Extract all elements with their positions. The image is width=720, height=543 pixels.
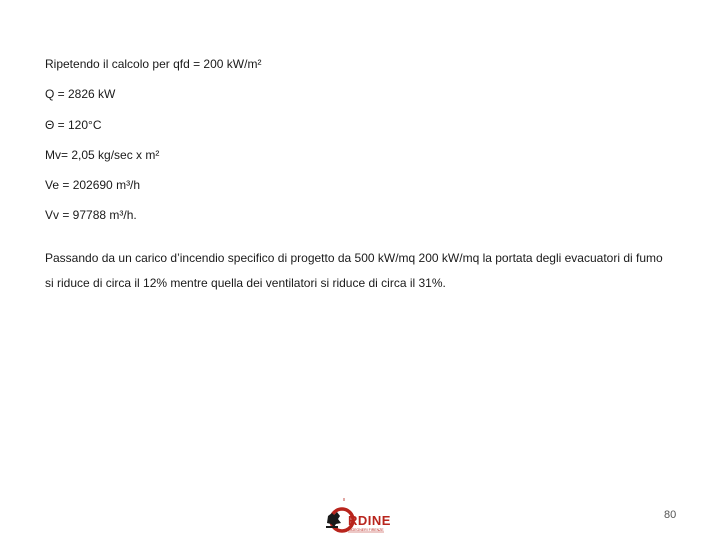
vv-value-line: Vv = 97788 m³/h. — [45, 208, 137, 222]
ve-value-line: Ve = 202690 m³/h — [45, 178, 141, 192]
page-number: 80 — [664, 509, 677, 521]
q-value-line: Q = 2826 kW — [45, 87, 116, 101]
conclusion-line-1: Passando da un carico d’incendio specifico di progetto da 500 kW/mq 200 kW/mq la portata degli evacuatori di fumo — [45, 251, 663, 265]
logo-subtitle: INGEGNERI FIRENZE — [348, 528, 384, 532]
ordine-logo — [322, 496, 391, 538]
mv-value-line: Mv= 2,05 kg/sec x m² — [45, 148, 160, 162]
calc-heading: Ripetendo il calcolo per qfd = 200 kW/m² — [45, 57, 262, 71]
theta-value-line: Θ = 120°C — [45, 118, 102, 132]
conclusion-line-2: si riduce di circa il 12% mentre quella dei ventilatori si riduce di circa il 31%. — [45, 276, 446, 290]
logo-wordmark: RDINE — [348, 513, 391, 528]
